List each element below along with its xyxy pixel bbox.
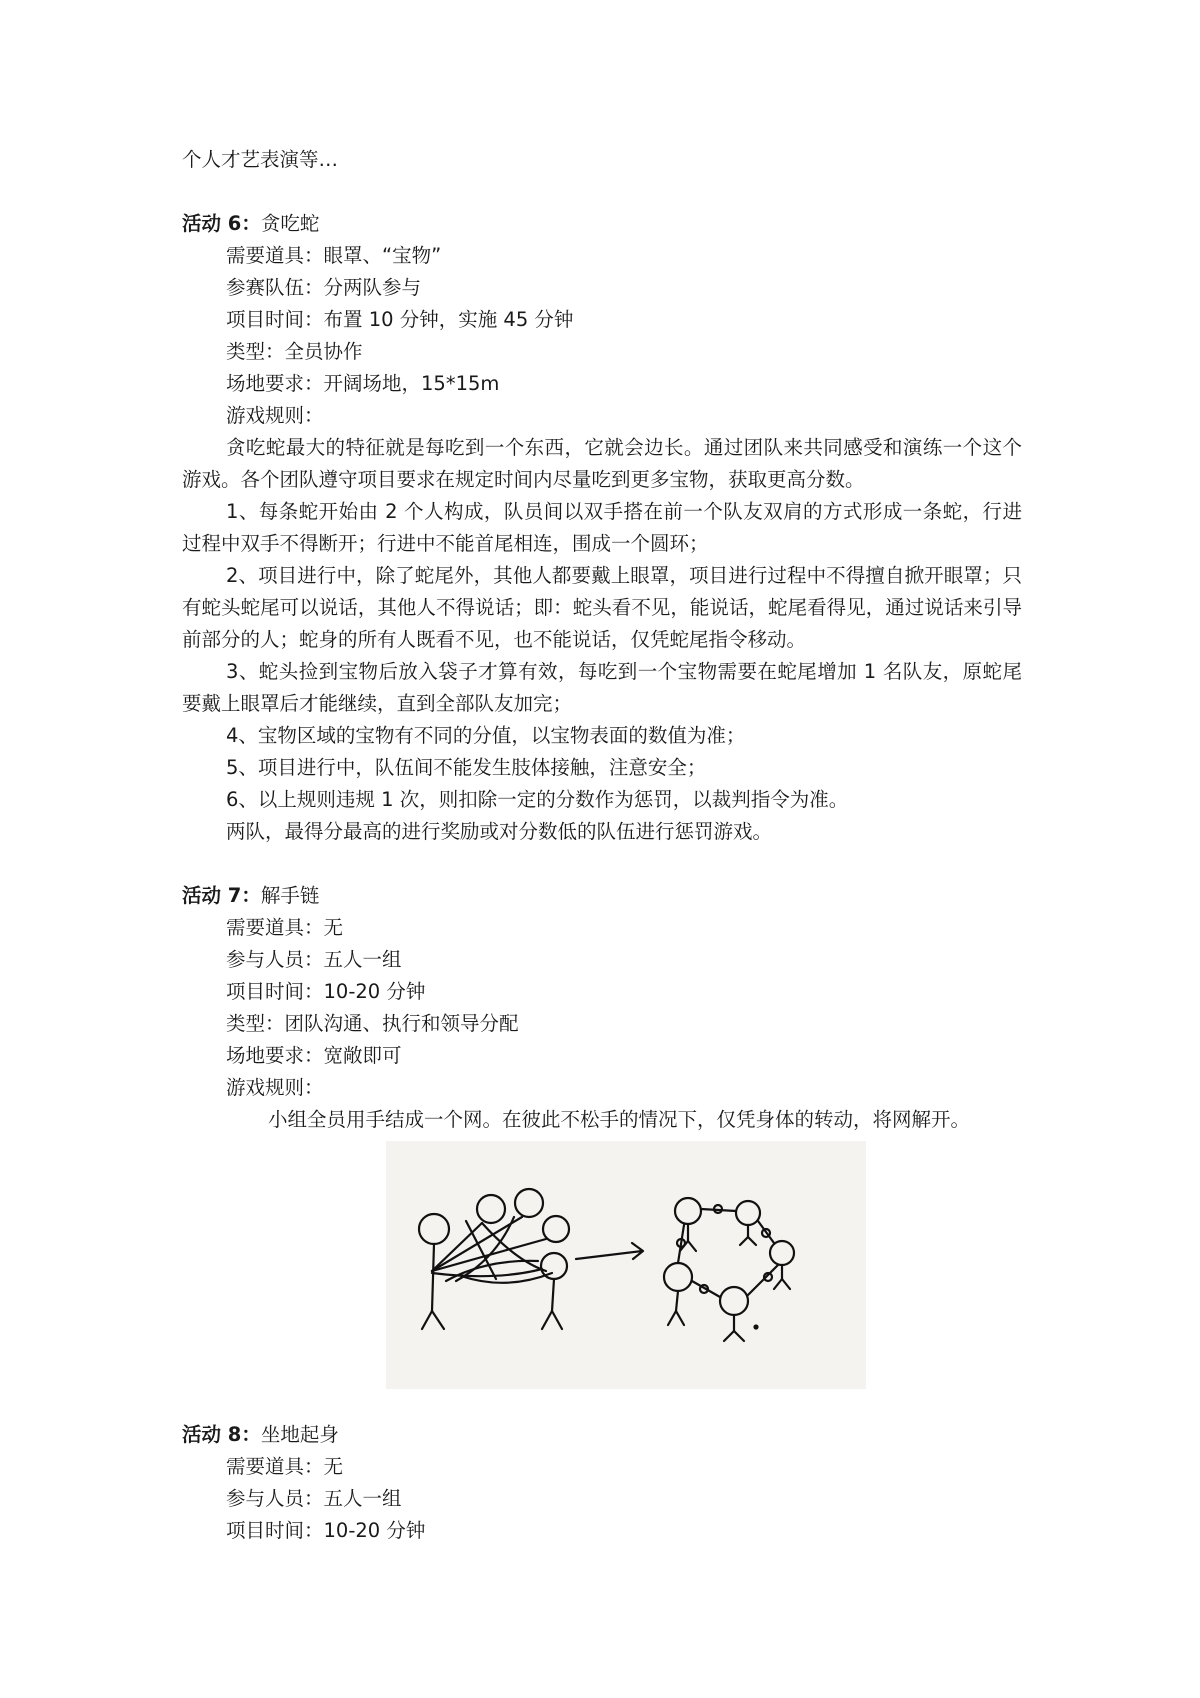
- activity7-participants: 参与人员：五人一组: [226, 948, 402, 971]
- activity8-participants: 参与人员：五人一组: [226, 1487, 402, 1510]
- activity6-rules-label: 游戏规则：: [226, 404, 324, 427]
- activity6-heading: [182, 208, 1022, 240]
- activity7-rules-label: 游戏规则：: [226, 1076, 324, 1099]
- intro-line: 个人才艺表演等…: [182, 148, 339, 171]
- untangled-circle-drawing: [664, 1198, 794, 1341]
- activity6-rule-intro: 贪吃蛇最大的特征就是每吃到一个东西，它就会边长。通过团队来共同感受和演练一个这个游戏。各个团队遵守项目要求在规定时间内尽量吃到更多宝物，获取更高分数。: [182, 436, 1022, 491]
- activity6-closing: 两队，最得分最高的进行奖励或对分数低的队伍进行惩罚游戏。: [226, 820, 773, 843]
- activity7-type: 类型：团队沟通、执行和领导分配: [226, 1012, 519, 1035]
- activity8-label: 活动 8：: [182, 1423, 261, 1446]
- document-content: [182, 144, 1022, 1547]
- activity7-label: 活动 7：: [182, 884, 261, 907]
- activity6-rule-5: 5、项目进行中，队伍间不能发生肢体接触，注意安全；: [226, 756, 707, 779]
- activity6-venue: 场地要求：开阔场地，15*15m: [226, 372, 500, 395]
- activity7-props: 需要道具：无: [226, 916, 344, 939]
- activity6-props: 需要道具：眼罩、“宝物”: [226, 244, 442, 267]
- activity7-title: 解手链: [260, 884, 320, 907]
- activity6-title: 贪吃蛇: [260, 212, 320, 235]
- activity7-venue: 场地要求：宽敞即可: [226, 1044, 402, 1067]
- activity6-teams: 参赛队伍：分两队参与: [226, 276, 422, 299]
- activity6-label: 活动 6：: [182, 212, 261, 235]
- activity6-rule-4: 4、宝物区域的宝物有不同的分值，以宝物表面的数值为准；: [226, 724, 746, 747]
- activity8-heading: [182, 1419, 1022, 1451]
- human-knot-illustration: [386, 1141, 866, 1389]
- activity6-type: 类型：全员协作: [226, 340, 363, 363]
- activity7-time: 项目时间：10-20 分钟: [226, 980, 426, 1003]
- activity6-rule-3: 3、蛇头捡到宝物后放入袋子才算有效，每吃到一个宝物需要在蛇尾增加 1 名队友，原蛇尾要戴上眼罩后才能继续，直到全部队友加完；: [182, 660, 1022, 715]
- tangled-group-drawing: [419, 1189, 569, 1329]
- activity8-props: 需要道具：无: [226, 1455, 344, 1478]
- activity7-heading: [182, 880, 1022, 912]
- activity7-rule-text: 小组全员用手结成一个网。在彼此不松手的情况下，仅凭身体的转动，将网解开。: [268, 1108, 971, 1131]
- activity6-rule-1: 1、每条蛇开始由 2 个人构成，队员间以双手搭在前一个队友双肩的方式形成一条蛇，行进过程中双手不得断开；行进中不能首尾相连，围成一个圆环；: [182, 500, 1022, 555]
- activity6-rule-6: 6、以上规则违规 1 次，则扣除一定的分数作为惩罚，以裁判指令为准。: [226, 788, 849, 811]
- activity6-time: 项目时间：布置 10 分钟，实施 45 分钟: [226, 308, 574, 331]
- activity8-title: 坐地起身: [260, 1423, 339, 1446]
- activity6-rule-2: 2、项目进行中，除了蛇尾外，其他人都要戴上眼罩，项目进行过程中不得擅自掀开眼罩；只有蛇头蛇尾可以说话，其他人不得说话；即：蛇头看不见，能说话，蛇尾看得见，通过说话来引导前部分的人；蛇身的所有人既看不见，也不能说话，仅凭蛇尾指令移动。: [182, 564, 1022, 651]
- activity8-time: 项目时间：10-20 分钟: [226, 1519, 426, 1542]
- arrow-icon: [576, 1243, 643, 1259]
